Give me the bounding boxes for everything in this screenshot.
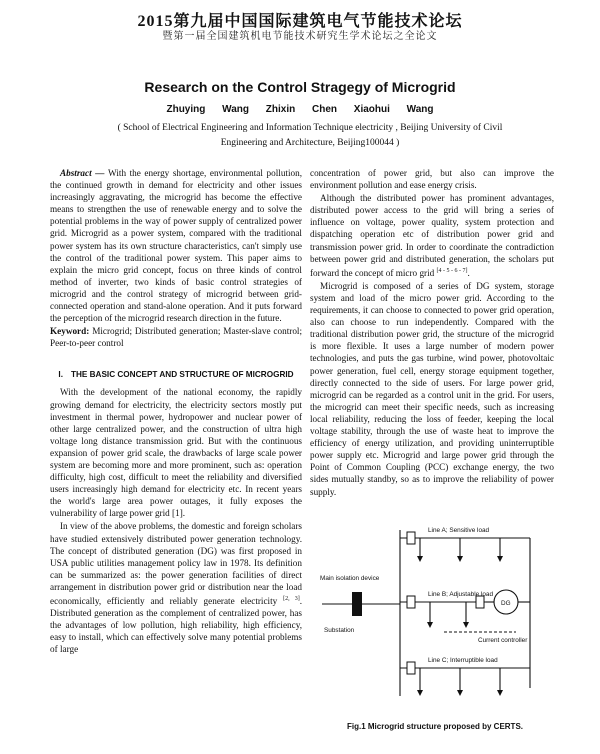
switch-a [407,532,415,544]
dg-label: DG [501,600,511,607]
keywords-text: Microgrid; Distributed generation; Master-slave control; Peer-to-peer control [50,326,303,349]
paragraph-text: Microgrid is composed of a series of DG system, storage system and load of the micro power grid. According to the requirements, it can choose to connected to power grid operation, also can choose to run independently. Compared with the traditional distribution power grid, the structure of the microgrid is more flexible. It uses a large number of modern power technologies, and puts the gas turbine, wind power, photovoltaic power generation, fuel cell, energy storage equipment together, directly connected to the side of users. For large power grid, microgrid can be regarded as a control unit in the grid. For users, the microgrid can meet their specific needs, such as increasing local reliability, reducing the loss of feeder, keeping the local voltage stability, through the use of waste heat to improve the efficiency of energy utilization, and providing uninterruptible power supply etc. Microgrid and large power grid through the Point of Common Coupling (PCC) exchange energy, the two sides mutually standby, so as to improve the reliability of power supply. [310,280,554,497]
citation: [1]. [172,508,186,519]
section-number: I. [58,370,63,380]
paragraph-text: . Distributed generation as the complement of centralized power, has the advantages of low pollution, high reliability, high efficiency, easy to install, which can effectively solve many potential problems of large [50,596,303,655]
current-controller-label: Current controller [478,637,528,644]
keywords-paragraph [50,325,302,349]
abstract-text: With the energy shortage, environmental pollution, the continued growth in demand for electricity and other issues increasingly aggravating, the microgrid has become the effective means to strengthen the use of renewable energy and to solve the potential problems in the way of power supply of centralized power grid. Microgrid as a power system, compared with the traditional power system has its own structure characteristics, can't simply use the control of the traditional power system. This paper aims to explain the micro grid concept, focus on three kinds of control method of inverter, two kinds of basic control strategies of microgrid and the control strategy of microgrid between grid-connected operation and stand-alone operation. And it puts forward the perception of the microgrid research direction in the future. [50,168,302,324]
paragraph [310,167,554,191]
switch-c [407,662,415,674]
microgrid-figure [318,520,550,712]
affiliation: ( School of Electrical Engineering and Information Technique electricity , Beijing University of Civil Engineering and Architecture, Beijing100044 ) [117,123,503,148]
main-isolation-block [352,592,362,616]
line-b-label: Line B; Adjustable load [428,591,494,598]
line-a-label: Line A; Sensitive load [428,527,490,534]
citation: [2, 3] [283,596,300,602]
abstract-label: Abstract [60,168,92,178]
paragraph-text: Although the distributed power has prominent advantages, distributed power access to the grid will bring a series of influence on voltage, power quality, system protection and dispatching operation etc of distribution power grid and transmission power grid. In order to coordinate the contradiction between power grid and distributed generation, the scholars put forward the concept of micro grid [310,193,554,278]
paragraph [50,520,302,655]
substation-label: Substation [324,627,355,634]
right-column [310,167,554,499]
paragraph-text: concentration of power grid, but also can improve the environment pollution and ease energy crisis. [310,168,554,191]
citation: [4 - 5 - 6 - 7] [436,267,468,274]
conference-subheader: 暨第一届全国建筑机电节能技术研究生学术论坛之全论文 [162,31,438,42]
paragraph-text: In view of the above problems, the domestic and foreign scholars have studied extensively distributed power generation technology. The concept of distributed generation (DG) was first proposed in USA public utilities management policy law in 1978. Its definition can be summarized as: the power generation facilities of direct arrangement in distribution power grid or distribution near the load economically, efficiently and reliably generate electricity [50,521,302,607]
paragraph-text: . [467,267,470,278]
section-title: THE BASIC CONCEPT AND STRUCTURE OF MICROGRID [70,370,294,380]
conference-header: 2015第九届中国国际建筑电气节能技术论坛 [137,13,463,30]
line-c-label: Line C; Interruptible load [428,657,498,664]
left-column [50,167,302,657]
abstract-paragraph: Abstract — With the energy shortage, environmental pollution, the continued growth in demand for electricity and other issues increasingly aggravating, the microgrid has become the effective means to strengthen the use of renewable energy and to solve the potential problems in the way of power supply of centralized power grid. Microgrid as a power system, compared with the traditional power system has its own structure characteristics, can't simply use the control of the traditional power system. This paper aims to explain the micro grid concept, focus on three kinds of control method of inverter, two kinds of basic control strategies of microgrid and the control strategy of microgrid between grid-connected operation and stand-alone operation. And it puts forward the perception of the microgrid research direction in the future. [50,168,302,324]
figure-caption: Fig.1 Microgrid structure proposed by CERTS. [346,722,524,731]
main-isolation-label: Main isolation device [320,575,380,582]
keywords-label: Keyword: [50,326,90,337]
paragraph [50,386,302,519]
paper-title: Research on the Control Stragegy of Microgrid [144,79,456,95]
section-heading [50,369,302,380]
paragraph [310,280,554,498]
paragraph-text: With the development of the national economy, the rapidly growing demand for electricity, the electricity sectors mostly put investment in thermal power, hydropower and nuclear power of other large centralized power, and the construction of ultra high voltage long distance transmission grid. But with the continuous expansion of power grid scale, the drawbacks of large scale power system are becoming more and more prominent, such as: operation difficulty, high cost, difficult to meet the reliability and diversified users increasingly high demand for electricity etc. In recent years the world's large area power outages, it fully exposes the vulnerability of large power grid [50,387,302,519]
authors: Zhuying Wang Zhixin Chen Xiaohui Wang [166,104,434,115]
paragraph [310,192,554,279]
switch-b [407,596,415,608]
